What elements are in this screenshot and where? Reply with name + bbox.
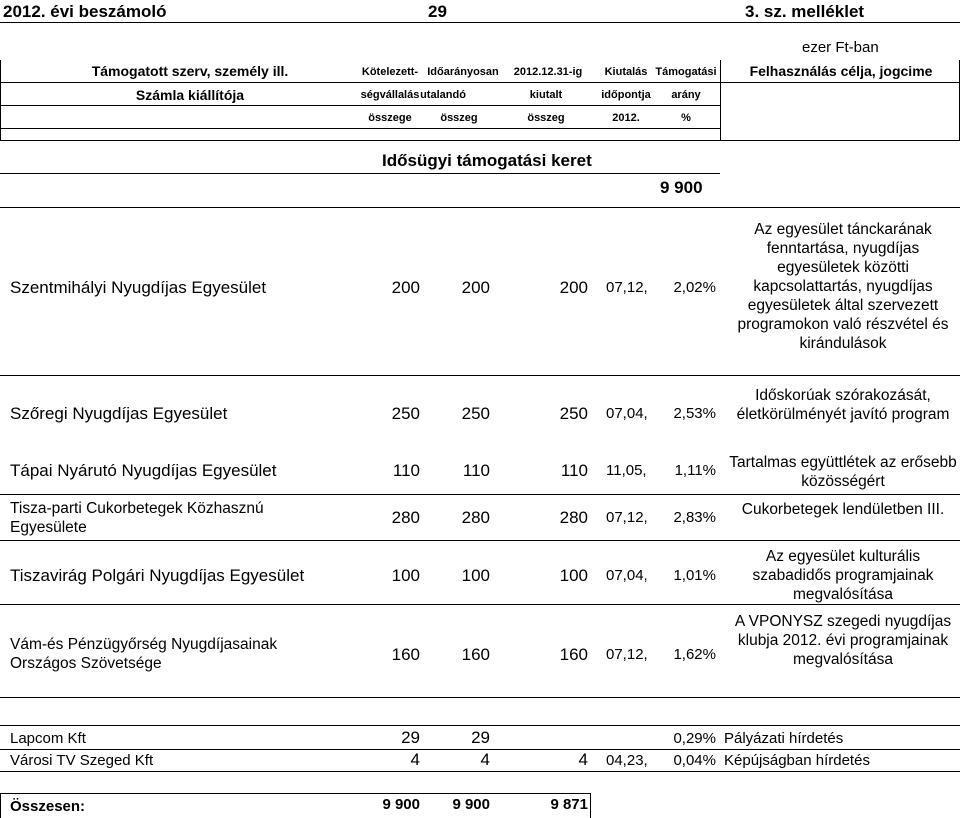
row-date: 04,23, <box>606 752 648 769</box>
row-org: Tiszavirág Polgári Nyugdíjas Egyesület <box>10 566 305 585</box>
row-paid: 160 <box>559 645 588 664</box>
row-purpose: Tartalmas együttlétek az erősebb közösségért <box>729 454 957 490</box>
row-date: 07,04, <box>606 567 648 584</box>
header-line-3 <box>0 128 720 129</box>
col-commit-header-2: ségvállalás <box>360 89 420 101</box>
row-paid: 110 <box>560 461 588 480</box>
row-date: 07,12, <box>606 509 648 526</box>
row-org: Tisza-parti Cukorbetegek Közhasznú Egyesülete <box>10 500 264 536</box>
budget-line-top <box>0 173 720 174</box>
row-purpose: A VPONYSZ szegedi nyugdíjas klubja 2012. évi programjainak megvalósítása <box>734 613 952 668</box>
row-line <box>0 604 960 605</box>
total-vline-right <box>590 793 591 818</box>
header-line-2 <box>0 105 720 106</box>
row-paid: 280 <box>559 508 588 527</box>
col-share-header-1: Támogatási <box>655 66 717 78</box>
col-paid-header-1: 2012.12.31-ig <box>513 66 583 78</box>
section-line <box>0 697 960 698</box>
row-prorata: 4 <box>480 750 490 769</box>
row-purpose: Az egyesület kulturális szabadidős programjainak megvalósítása <box>752 548 934 603</box>
row-paid: 100 <box>559 566 588 585</box>
row-paid: 4 <box>578 750 588 769</box>
row-org: Szőregi Nyugdíjas Egyesület <box>10 404 228 423</box>
row-commit: 200 <box>391 278 420 297</box>
report-title: 2012. évi beszámoló <box>3 2 167 21</box>
row-share: 0,04% <box>673 752 716 769</box>
row-purpose: Az egyesület tánckarának fenntartása, nyugdíjas egyesületek közötti kapcsolattartás, nyugdíjas egyesületek által szervezett programokon való részvétel és kirándulások <box>737 221 949 352</box>
unit-label: ezer Ft-ban <box>802 39 879 56</box>
total-paid: 9 871 <box>550 796 588 813</box>
row-date: 07,12, <box>606 279 648 296</box>
col-purpose-header: Felhasználás célja, jogcime <box>749 63 933 79</box>
row-share: 0,29% <box>673 730 716 747</box>
total-label: Összesen: <box>10 798 86 815</box>
row-share: 2,83% <box>673 509 716 526</box>
row-purpose: Időskorúak szórakozását, életkörülményét javító program <box>736 387 950 423</box>
col-prorata-header-3: összeg <box>440 112 478 124</box>
row-date: 11,05, <box>606 462 647 479</box>
row-org: Városi TV Szeged Kft <box>10 752 154 769</box>
page-number: 29 <box>428 2 447 21</box>
col-paid-header-3: összeg <box>527 112 565 124</box>
col-commit-header-3: összege <box>368 112 412 124</box>
section-line <box>0 375 960 376</box>
row-prorata: 200 <box>461 278 490 297</box>
row-purpose: Képújságban hírdetés <box>724 752 870 769</box>
row-prorata: 29 <box>471 728 490 747</box>
row-share: 2,02% <box>673 279 716 296</box>
row-commit: 100 <box>391 566 420 585</box>
row-commit: 160 <box>391 645 420 664</box>
annex-label: 3. sz. melléklet <box>745 2 865 21</box>
row-share: 1,62% <box>673 646 716 663</box>
col-share-header-2: arány <box>671 89 701 101</box>
row-date: 07,04, <box>606 405 648 422</box>
col-payday-header-2: időpontja <box>601 89 651 101</box>
header-line-4 <box>0 140 960 141</box>
budget-title: Idősügyi támogatási keret <box>382 151 592 170</box>
row-commit: 29 <box>401 728 420 747</box>
header-vline-left <box>0 60 1 140</box>
row-prorata: 100 <box>461 566 490 585</box>
row-share: 1,01% <box>673 567 716 584</box>
row-commit: 4 <box>410 750 420 769</box>
row-commit: 110 <box>392 461 420 480</box>
row-org: Tápai Nyárutó Nyugdíjas Egyesület <box>10 461 277 480</box>
col-commit-header-1: Kötelezett- <box>361 66 419 78</box>
header-line-1 <box>0 82 960 83</box>
row-commit: 250 <box>391 404 420 423</box>
row-share: 1,11% <box>674 462 716 479</box>
col-prorata-header-1: Időarányosan <box>427 66 499 78</box>
row-prorata: 250 <box>461 404 490 423</box>
row-line <box>0 494 960 495</box>
col-org-header-line1: Támogatott szerv, személy ill. <box>91 63 289 79</box>
col-org-header-line2: Számla kiállítója <box>135 87 245 103</box>
row-commit: 280 <box>391 508 420 527</box>
row-line <box>0 771 960 772</box>
row-purpose: Cukorbetegek lendületben III. <box>741 501 945 518</box>
row-paid: 200 <box>559 278 588 297</box>
col-share-header-3: % <box>681 112 691 124</box>
row-prorata: 280 <box>461 508 490 527</box>
row-org: Lapcom Kft <box>10 730 86 747</box>
header-vline-purpose <box>720 60 721 140</box>
col-paid-header-2: kiutalt <box>529 89 563 101</box>
total-commit: 9 900 <box>382 796 420 813</box>
row-share: 2,53% <box>673 405 716 422</box>
row-org: Szentmihályi Nyugdíjas Egyesület <box>10 278 267 297</box>
row-paid: 250 <box>559 404 588 423</box>
budget-line-bottom <box>0 207 960 208</box>
row-prorata: 160 <box>461 645 490 664</box>
row-prorata: 110 <box>462 461 490 480</box>
row-purpose: Pályázati hírdetés <box>724 730 844 747</box>
total-vline-left <box>0 793 1 818</box>
col-payday-header-1: Kiutalás <box>604 66 648 78</box>
row-line <box>0 749 960 750</box>
col-payday-header-3: 2012. <box>612 112 640 124</box>
row-line <box>0 725 960 726</box>
row-line <box>0 540 960 541</box>
row-org: Vám-és Pénzügyőrség Nyugdíjasainak Országos Szövetsége <box>10 636 278 672</box>
col-prorata-header-2: utalandó <box>420 89 466 101</box>
budget-amount: 9 900 <box>660 178 703 197</box>
total-prorata: 9 900 <box>452 796 490 813</box>
total-line-top <box>0 793 590 794</box>
row-date: 07,12, <box>606 646 648 663</box>
